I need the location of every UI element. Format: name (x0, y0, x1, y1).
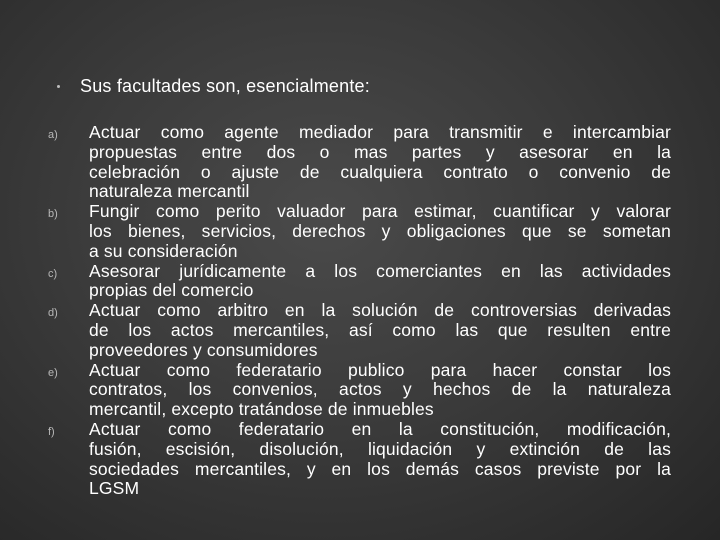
list-item-text (89, 202, 671, 261)
list-item-text (89, 123, 671, 202)
list-item-line: de los actos mercantiles, así como las que resulten entre (89, 319, 671, 340)
list-marker: d) (48, 307, 58, 320)
list-item-text (89, 420, 671, 499)
intro-paragraph (0, 74, 720, 98)
list-item-line: contratos, los convenios, actos y hechos de la naturaleza (89, 379, 671, 400)
list-item-text (89, 301, 671, 360)
list-item (0, 361, 720, 420)
list-item-line: Actuar como agente mediador para transmitir e intercambiar (89, 122, 671, 142)
list-item (0, 202, 720, 261)
list-item-line: Actuar como federatario publico para hacer constar los (89, 359, 671, 380)
list-marker: e) (48, 366, 58, 379)
list-item-line: propuestas entre dos o mas partes y asesorar en la (89, 141, 671, 162)
list-item-line: mercantil, excepto tratándose de inmuebles (89, 399, 434, 420)
list-item (0, 262, 720, 302)
list-item-line: a su consideración (89, 240, 238, 261)
list-item-line: Asesorar jurídicamente a los comerciantes en las actividades (89, 260, 671, 281)
list-item-line: los bienes, servicios, derechos y obligaciones que se sometan (89, 220, 671, 241)
list-item-line: Actuar como arbitro en la solución de controversias derivadas (89, 300, 671, 321)
list-marker: c) (48, 267, 58, 280)
list-marker: b) (48, 208, 58, 221)
list-item-line: sociedades mercantiles, y en los demás casos previste por la (89, 458, 671, 479)
bullet-dot-icon (57, 85, 60, 88)
list-item-text (89, 361, 671, 420)
list-marker: a) (48, 129, 58, 141)
list-item (0, 420, 720, 499)
list-item (0, 301, 720, 360)
list-item-line: naturaleza mercantil (89, 181, 250, 202)
list-item (0, 123, 720, 202)
list-marker: f) (48, 425, 55, 438)
list-item-line: fusión, escisión, disolución, liquidación y extinción de las (89, 438, 671, 459)
list-item-line: LGSM (89, 478, 140, 499)
list-item-line: proveedores y consumidores (89, 339, 318, 360)
list-item-line: celebración o ajuste de cualquiera contrato o convenio de (89, 161, 671, 182)
list-item-line: propias del comercio (89, 280, 254, 301)
list-item-line: Fungir como perito valuador para estimar, cuantificar y valorar (89, 201, 671, 222)
list-item-text (89, 262, 671, 302)
list-item-line: Actuar como federatario en la constitución, modificación, (89, 418, 671, 439)
intro-text: Sus facultades son, esencialmente: (80, 76, 370, 96)
facultades-list (0, 123, 720, 499)
